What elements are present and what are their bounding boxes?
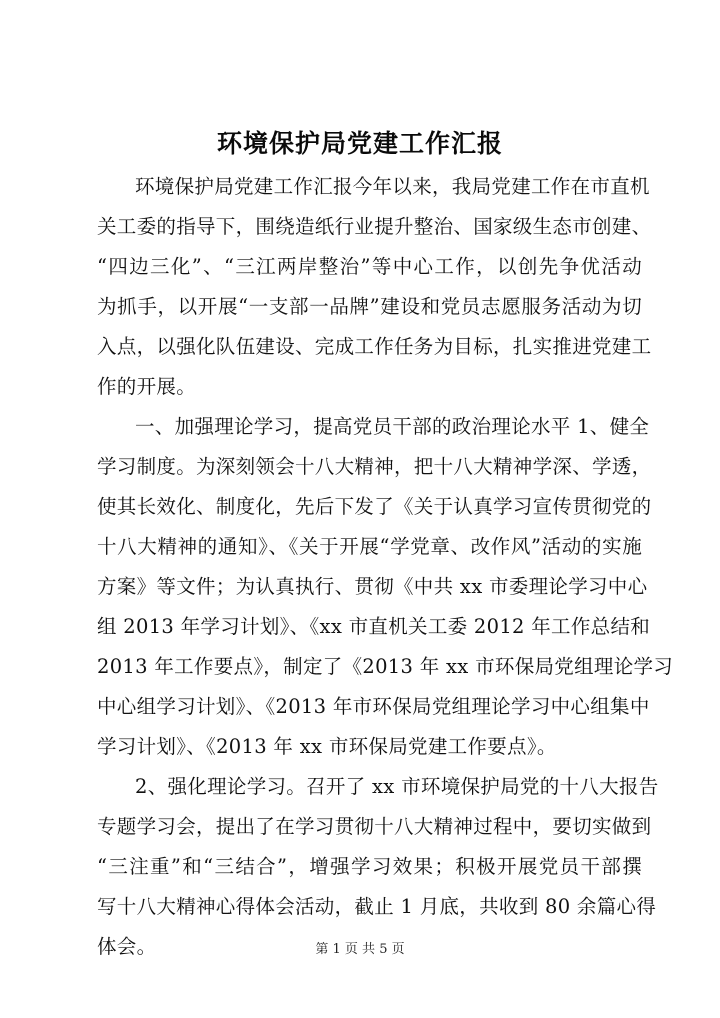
paragraph-3-line-2: 专题学习会，提出了在学习贯彻十八大精神过程中，要切实做到	[97, 815, 652, 838]
paragraph-3-line-3: “三注重”和“三结合”，增强学习效果；积极开展党员干部撰	[97, 855, 642, 878]
paragraph-3-line-1: 2、强化理论学习。召开了 xx 市环境保护局党的十八大报告	[135, 775, 659, 798]
paragraph-1-line-2: 关工委的指导下，围绕造纸行业提升整治、国家级生态市创建、	[97, 215, 652, 238]
paragraph-2-line-2: 学习制度。为深刻领会十八大精神，把十八大精神学深、学透，	[97, 455, 652, 478]
paragraph-2-line-3: 使其长效化、制度化，先后下发了《关于认真学习宣传贯彻党的	[97, 495, 652, 518]
paragraph-3-line-4: 写十八大精神心得体会活动，截止 1 月底，共收到 80 余篇心得	[97, 895, 657, 918]
paragraph-2-line-5: 方案》等文件；为认真执行、贯彻《中共 xx 市委理论学习中心	[97, 575, 648, 598]
paragraph-2-line-1: 一、加强理论学习，提高党员干部的政治理论水平 1、健全	[135, 415, 650, 438]
paragraph-2-line-8: 中心组学习计划》、《2013 年市环保局党组理论学习中心组集中	[97, 695, 650, 718]
paragraph-1-line-4: 为抓手，以开展“一支部一品牌”建设和党员志愿服务活动为切	[97, 295, 642, 318]
document-title: 环境保护局党建工作汇报	[216, 129, 503, 158]
paragraph-2-line-9: 学习计划》、《2013 年 xx 市环保局党建工作要点》。	[97, 735, 557, 758]
paragraph-2-line-6: 组 2013 年学习计划》、《xx 市直机关工委 2012 年工作总结和	[97, 615, 651, 638]
paragraph-1-line-5: 入点，以强化队伍建设、完成工作任务为目标，扎实推进党建工	[97, 335, 652, 358]
paragraph-3-line-5: 体会。	[97, 935, 157, 958]
paragraph-1-line-3: “四边三化”、“三江两岸整治”等中心工作，以创先争优活动	[97, 255, 642, 278]
document-body	[97, 167, 674, 967]
paragraph-2-line-7: 2013 年工作要点》，制定了《2013 年 xx 市环保局党组理论学习	[97, 655, 674, 678]
page-footer: 第 1 页 共 5 页	[315, 942, 405, 957]
paragraph-2-line-4: 十八大精神的通知》、《关于开展“学党章、改作风”活动的实施	[97, 535, 642, 558]
paragraph-1-line-6: 作的开展。	[97, 375, 197, 398]
paragraph-1-line-1: 环境保护局党建工作汇报今年以来，我局党建工作在市直机	[135, 175, 650, 198]
